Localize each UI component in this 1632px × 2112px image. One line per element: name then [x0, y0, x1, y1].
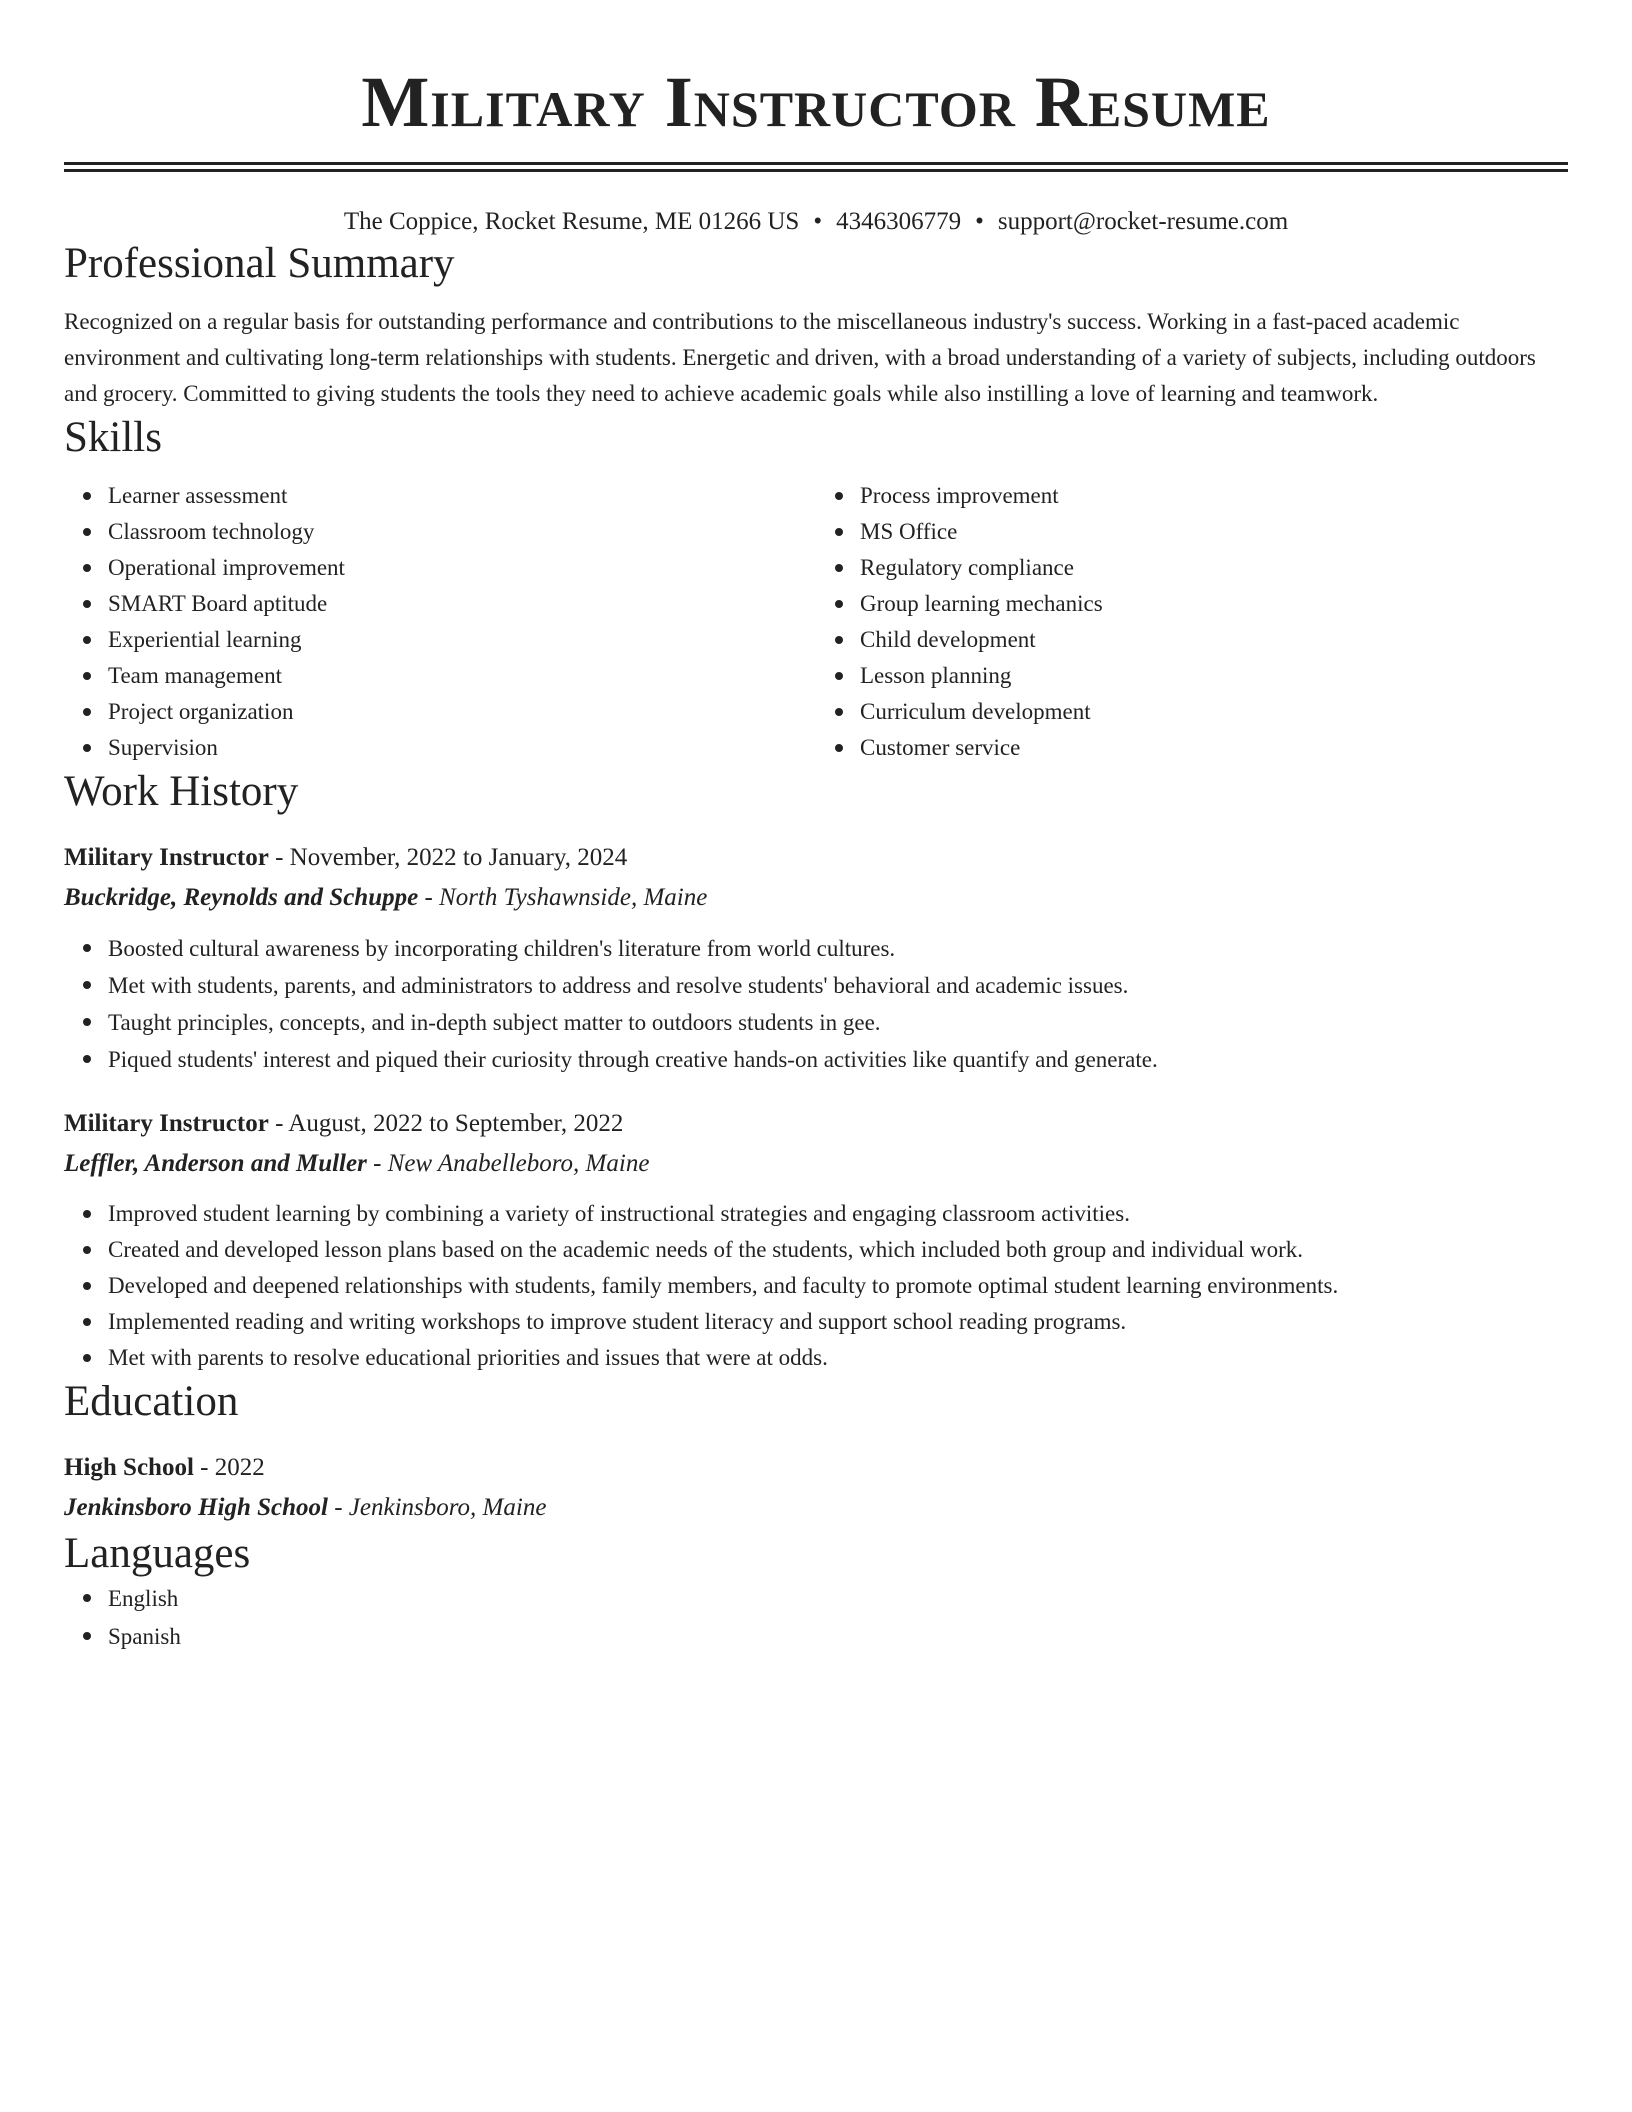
skill-item: Curriculum development — [860, 694, 1568, 730]
job-dates: - November, 2022 to January, 2024 — [268, 844, 628, 871]
job-entry — [64, 838, 1568, 1078]
education-heading: Education — [64, 1378, 239, 1425]
education-degree: High School — [64, 1454, 194, 1481]
contact-line — [64, 206, 1568, 238]
job-duty: Piqued students' interest and piqued their curiosity through creative hands-on activities like quantify and generate. — [108, 1041, 1568, 1078]
summary-text: Recognized on a regular basis for outstanding performance and contributions to the miscellaneous industry's success. Working in a fast-paced academic environment and cultivating long-term relationships with students. Energetic and driven, with a broad understanding of a variety of subjects, including outdoors and grocery. Committed to giving students the tools they need to achieve academic goals while also instilling a love of learning and teamwork. — [64, 309, 1536, 406]
job-company-line — [64, 1144, 1568, 1184]
skill-item: Customer service — [860, 730, 1568, 766]
contact-phone: 4346306779 — [836, 208, 962, 235]
education-school-line — [64, 1488, 1568, 1528]
job-location: - New Anabelleboro, Maine — [366, 1150, 650, 1177]
contact-separator: • — [813, 208, 823, 235]
skill-item: Supervision — [108, 730, 816, 766]
language-item: Spanish — [108, 1618, 1568, 1656]
job-location: - North Tyshawnside, Maine — [418, 884, 708, 911]
resume-title: Military Instructor Resume — [361, 62, 1271, 142]
skill-item: Process improvement — [860, 478, 1568, 514]
job-entry — [64, 1104, 1568, 1376]
work-history-heading: Work History — [64, 768, 299, 815]
job-duty: Created and developed lesson plans based on the academic needs of the students, which included both group and individual work. — [108, 1232, 1568, 1268]
skills-column-left — [64, 478, 816, 766]
job-duty: Improved student learning by combining a variety of instructional strategies and engaging classroom activities. — [108, 1196, 1568, 1232]
languages-list — [64, 1580, 1568, 1656]
job-duty: Met with parents to resolve educational priorities and issues that were at odds. — [108, 1340, 1568, 1376]
contact-email: support@rocket-resume.com — [997, 208, 1289, 235]
education-year: - 2022 — [193, 1454, 265, 1481]
job-duty: Taught principles, concepts, and in-depth subject matter to outdoors students in gee. — [108, 1004, 1568, 1041]
job-duty: Met with students, parents, and administrators to address and resolve students' behavioral and academic issues. — [108, 967, 1568, 1004]
job-company-line — [64, 878, 1568, 918]
job-title: Military Instructor — [64, 1110, 269, 1137]
job-duty: Implemented reading and writing workshops to improve student literacy and support school reading programs. — [108, 1304, 1568, 1340]
job-company: Buckridge, Reynolds and Schuppe — [64, 884, 419, 911]
job-title-line — [64, 1104, 1568, 1144]
job-duty: Boosted cultural awareness by incorporating children's literature from world cultures. — [108, 930, 1568, 967]
skill-item: Operational improvement — [108, 550, 816, 586]
job-company: Leffler, Anderson and Muller — [64, 1150, 367, 1177]
skills-grid — [64, 478, 1568, 766]
skill-item: Team management — [108, 658, 816, 694]
skill-item: Classroom technology — [108, 514, 816, 550]
job-duties — [64, 1196, 1568, 1376]
skills-heading: Skills — [64, 414, 162, 461]
job-duty: Developed and deepened relationships with students, family members, and faculty to promote optimal student learning environments. — [108, 1268, 1568, 1304]
education-location: - Jenkinsboro, Maine — [327, 1494, 547, 1521]
skills-column-right — [816, 478, 1568, 766]
job-dates: - August, 2022 to September, 2022 — [268, 1110, 624, 1137]
skill-item: MS Office — [860, 514, 1568, 550]
skill-item: Experiential learning — [108, 622, 816, 658]
education-degree-line — [64, 1448, 1568, 1488]
skill-item: Group learning mechanics — [860, 586, 1568, 622]
skill-item: SMART Board aptitude — [108, 586, 816, 622]
title-divider — [64, 162, 1568, 172]
education-entry — [64, 1448, 1568, 1528]
skill-item: Child development — [860, 622, 1568, 658]
languages-heading: Languages — [64, 1530, 251, 1577]
skill-item: Regulatory compliance — [860, 550, 1568, 586]
skill-item: Lesson planning — [860, 658, 1568, 694]
skill-item: Project organization — [108, 694, 816, 730]
education-school: Jenkinsboro High School — [64, 1494, 328, 1521]
job-title: Military Instructor — [64, 844, 269, 871]
job-title-line — [64, 838, 1568, 878]
summary-heading: Professional Summary — [64, 240, 455, 287]
skill-item: Learner assessment — [108, 478, 816, 514]
contact-separator: • — [975, 208, 984, 235]
language-item: English — [108, 1580, 1568, 1618]
job-duties — [64, 930, 1568, 1078]
contact-address: The Coppice, Rocket Resume, ME 01266 US — [343, 208, 800, 235]
